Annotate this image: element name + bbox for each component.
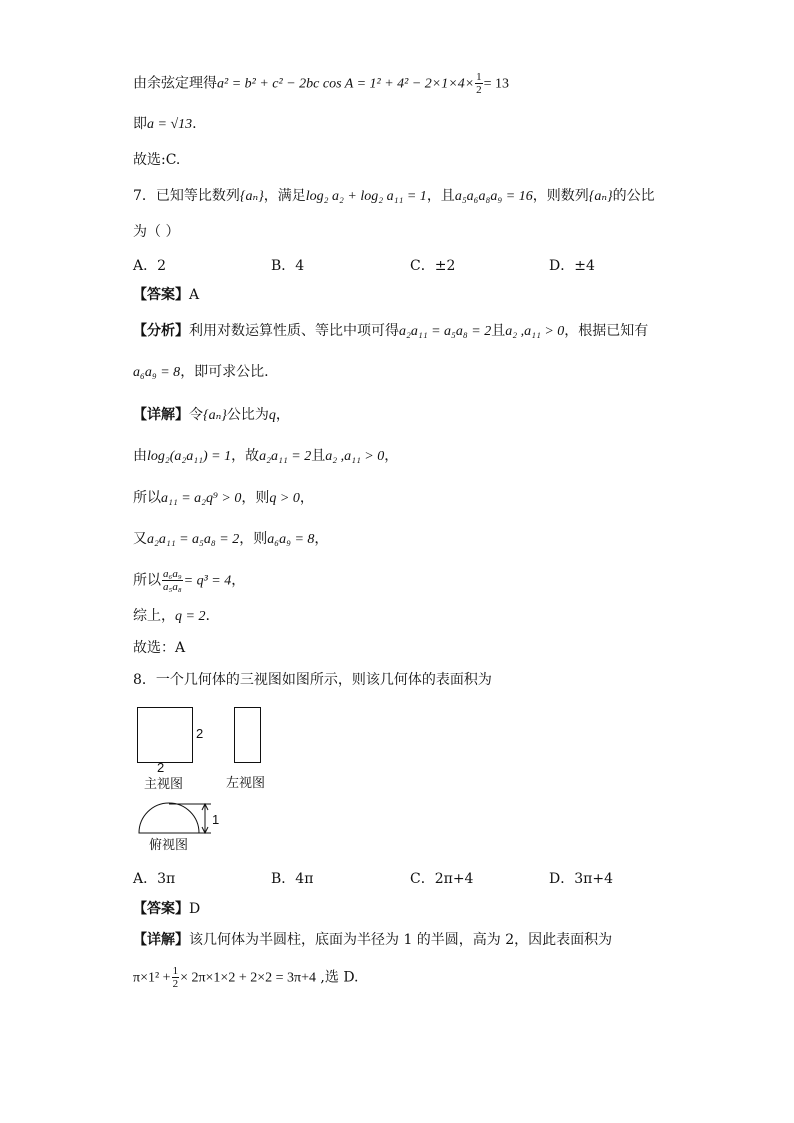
q7-stem-text: ，且: [426, 188, 455, 204]
dim-label-2-right: 2: [196, 726, 204, 741]
detail-math: q > 0: [269, 491, 300, 506]
detail-math: {aₙ}: [203, 408, 227, 423]
prev-choice: 故选:C.: [133, 152, 181, 168]
q8-option-c: C．2π+4: [410, 871, 474, 887]
detail-math: q: [268, 408, 276, 423]
detail-math: a₂a₁₁ = 2: [259, 449, 312, 464]
q7-seq: {aₙ}: [588, 189, 613, 204]
analysis-text: ，根据已知有: [564, 323, 649, 339]
so-a-post: .: [192, 116, 197, 132]
formula-choice: ,选 D.: [315, 969, 359, 986]
so-a-line: [133, 114, 197, 135]
detail-text: ，: [314, 531, 329, 547]
cosine-intro: 由余弦定理得: [133, 75, 217, 92]
analysis-tag: 【分析】: [133, 323, 189, 339]
q8-answer: [133, 899, 200, 919]
summary-text: .: [205, 608, 210, 624]
frac-numerator: 1: [476, 71, 482, 83]
detail-text: ，则: [241, 490, 270, 506]
frac-denominator: a₅a₈: [163, 581, 182, 593]
detail-text: 该几何体为半圆柱，底面为半径为 1 的半圆，高为 2，因此表面积为: [189, 932, 613, 948]
frac-denominator: 2: [172, 978, 179, 990]
top-view-label: 俯视图: [149, 837, 189, 852]
detail-math: a₂a₁₁ = a₅a₈ = 2: [147, 532, 240, 547]
side-view-rect: [234, 707, 261, 763]
q7-summary: [133, 606, 210, 627]
detail-text: ，: [231, 572, 246, 589]
detail-text: 且: [311, 448, 326, 464]
detail-text: ，则: [239, 531, 268, 547]
q8-detail-line1: [133, 930, 612, 950]
detail-math: = q³ = 4: [183, 573, 232, 589]
cosine-result: = 13: [483, 76, 510, 92]
q8-formula-line: [133, 965, 359, 990]
detail-text: ，故: [231, 448, 260, 464]
analysis-math: a₂ ,a₁₁ > 0: [505, 324, 565, 339]
front-view-square: [137, 707, 193, 763]
q7-stem-text: ，满足: [263, 188, 306, 204]
detail-tag: 【详解】: [133, 407, 189, 423]
detail-tag: 【详解】: [133, 932, 189, 948]
detail-math: log₂(a₂a₁₁) = 1: [147, 449, 232, 464]
detail-text: 令: [189, 407, 203, 423]
q8-stem: 8．一个几何体的三视图如图所示，则该几何体的表面积为: [133, 672, 492, 688]
q7-choice: 故选：A: [133, 640, 186, 656]
q7-option-a: A．2: [133, 258, 167, 274]
q8-option-d: D．3π+4: [549, 871, 613, 887]
q7-option-b: B．4: [271, 258, 305, 274]
q7-cond-log: log₂ a₂ + log₂ a₁₁ = 1: [305, 189, 427, 204]
answer-tag: 【答案】: [133, 287, 189, 303]
frac-numerator: a₆a₉: [163, 568, 182, 580]
top-view-semicircle: [134, 800, 224, 836]
formula-part: π×1² +: [133, 970, 171, 986]
q8-option-a: A．3π: [133, 871, 176, 887]
cosine-law-line: [133, 71, 509, 96]
detail-math: a₂ ,a₁₁ > 0: [325, 449, 385, 464]
q7-analysis-line2: [133, 362, 269, 383]
q7-stem-text: ，则数列: [532, 188, 589, 204]
fraction-ratio: [162, 568, 183, 593]
analysis-text: 且: [491, 323, 506, 339]
dim-label-1: 1: [212, 812, 220, 827]
so-a-math: a = √13: [147, 117, 193, 132]
so-a-prefix: 即: [133, 116, 147, 132]
detail-text: ，: [299, 490, 314, 506]
detail-text: 所以: [133, 490, 161, 506]
q7-option-d: D．±4: [549, 258, 595, 274]
formula-part: × 2π×1×2 + 2×2 = 3π+4: [180, 970, 316, 986]
summary-text: 综上，: [133, 608, 175, 624]
q8-option-b: B．4π: [271, 871, 314, 887]
detail-text: ，: [275, 407, 290, 423]
detail-math: a₁₁ = a₂q⁹ > 0: [161, 491, 242, 506]
cosine-formula: a² = b² + c² − 2bc cos A = 1² + 4² − 2×1×4×: [217, 76, 475, 92]
fraction-half: [172, 965, 180, 990]
answer-value: A: [189, 287, 200, 303]
frac-numerator: 1: [172, 965, 179, 977]
detail-text: 又: [133, 531, 147, 547]
q7-detail-line3: [133, 488, 314, 509]
q7-stem-text: 的公比: [612, 188, 655, 204]
q7-stem-line2: 为（ ）: [133, 224, 180, 240]
dim-label-2-bottom: 2: [157, 760, 165, 775]
q7-detail-line1: [133, 405, 290, 426]
analysis-math: a₂a₁₁ = a₅a₈ = 2: [399, 324, 492, 339]
q7-analysis-line1: [133, 321, 648, 342]
frac-denominator: 2: [476, 84, 482, 96]
analysis-math: a₆a₉ = 8: [133, 365, 181, 380]
q7-seq: {aₙ}: [239, 189, 264, 204]
q7-option-c: C．±2: [410, 258, 456, 274]
detail-text: 所以: [133, 572, 161, 589]
q7-detail-line5: [133, 568, 245, 593]
detail-math: a₆a₉ = 8: [267, 532, 315, 547]
detail-text: 公比为: [226, 407, 269, 423]
analysis-text: 利用对数运算性质、等比中项可得: [189, 323, 399, 339]
q7-stem-line1: [133, 186, 655, 207]
semicircle-outline: [139, 803, 199, 833]
q7-cond-product: a₅a₆a₈a₉ = 16: [454, 189, 533, 204]
q7-detail-line4: [133, 529, 328, 550]
answer-value: D: [189, 901, 201, 917]
analysis-text: ，即可求公比.: [180, 364, 269, 380]
front-view-label: 主视图: [144, 776, 184, 791]
fraction-half: [475, 71, 483, 96]
side-view-label: 左视图: [226, 775, 266, 790]
q7-answer: [133, 285, 199, 305]
answer-tag: 【答案】: [133, 901, 189, 917]
detail-text: ，: [384, 448, 399, 464]
q7-detail-line2: [133, 446, 398, 467]
detail-text: 由: [133, 448, 147, 464]
summary-math: q = 2: [175, 609, 206, 624]
q7-stem-text: 7．已知等比数列: [133, 188, 240, 204]
